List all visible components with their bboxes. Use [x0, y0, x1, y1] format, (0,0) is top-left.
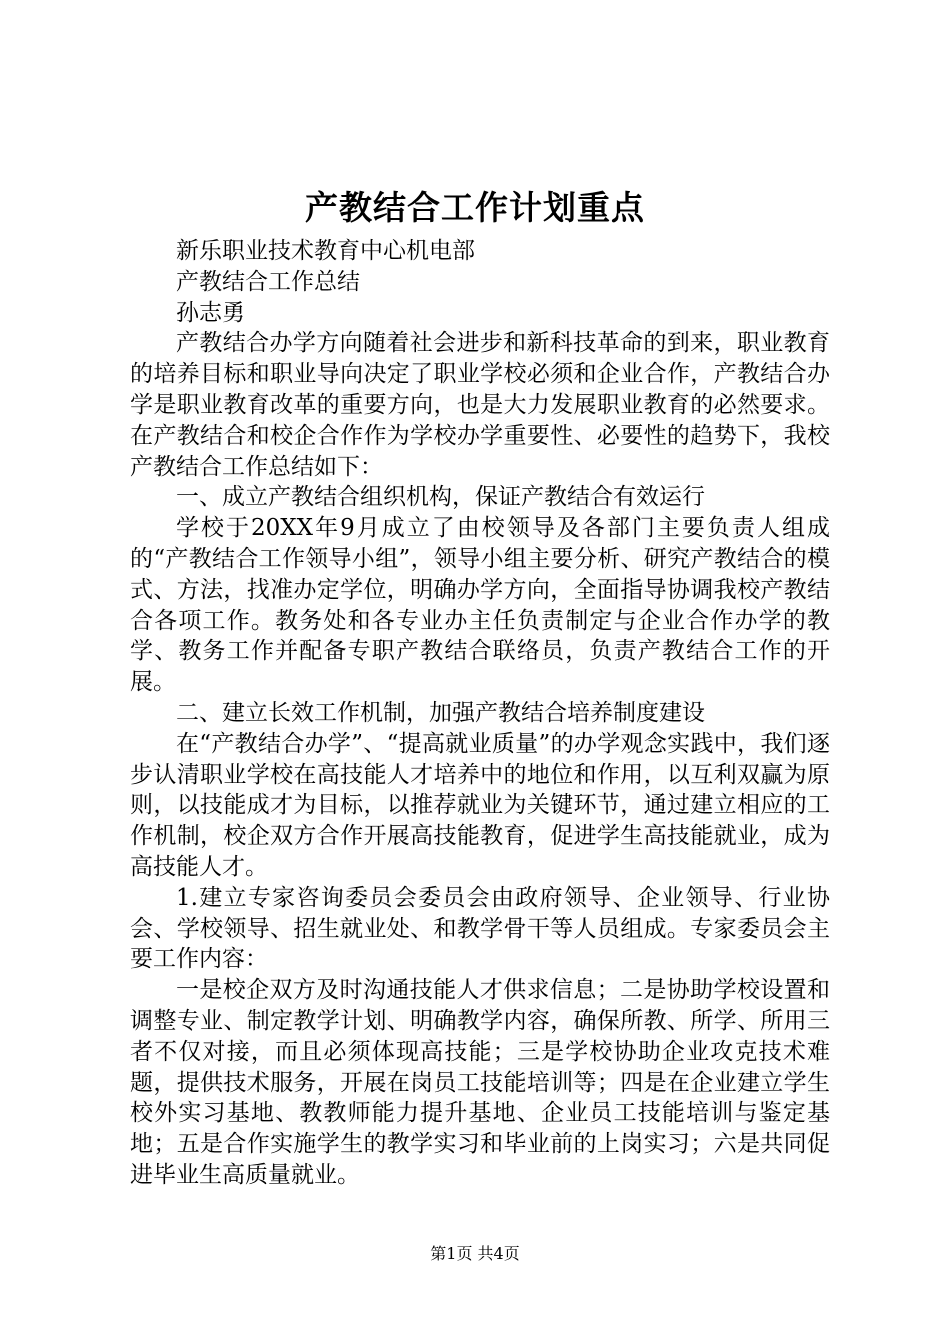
paragraph-intro: 产教结合办学方向随着社会进步和新科技革命的到来，职业教育的培养目标和职业导向决定了职业学校必须和企业合作，产教结合办学是职业教育改革的重要方向，也是大力发展职业教育的必然要求。在产教结合和校企合作作为学校办学重要性、必要性的趋势下，我校产教结合工作总结如下：: [130, 330, 830, 480]
paragraph-author: 孙志勇: [176, 299, 245, 326]
document-title: 产教结合工作计划重点: [305, 188, 645, 227]
paragraph-section-2: 在“产教结合办学”、“提高就业质量”的办学观念实践中，我们逐步认清职业学校在高技能人才培养中的地位和作用，以互利双赢为原则，以技能成才为目标，以推荐就业为关键环节，通过建立相应的工作机制，校企双方合作开展高技能教育，促进学生高技能就业，成为高技能人才。: [130, 730, 830, 880]
paragraph-section-1: 学校于20XX年9月成立了由校领导及各部门主要负责人组成的“产教结合工作领导小组”，领导小组主要分析、研究产教结合的模式、方法，找准办定学位，明确办学方向，全面指导协调我校产教结合各项工作。教务处和各专业办主任负责制定与企业合作办学的教学、教务工作并配备专职产教结合联络员，负责产教结合工作的开展。: [130, 515, 830, 696]
paragraph-organization: 新乐职业技术教育中心机电部: [176, 238, 475, 264]
section-heading-1: 一、成立产教结合组织机构，保证产教结合有效运行: [176, 484, 705, 511]
document-body: [130, 236, 830, 1191]
paragraph-item-1-details: 一是校企双方及时沟通技能人才供求信息；二是协助学校设置和调整专业、制定教学计划、明确教学内容，确保所教、所学、所用三者不仅对接，而且必须体现高技能；三是学校协助企业攻克技术难题，提供技术服务，开展在岗员工技能培训等；四是在企业建立学生校外实习基地、教教师能力提升基地、企业员工技能培训与鉴定基地；五是合作实施学生的教学实习和毕业前的上岗实习；六是共同促进毕业生高质量就业。: [130, 977, 830, 1188]
paragraph-subtitle: 产教结合工作总结: [176, 268, 360, 295]
section-heading-2: 二、建立长效工作机制，加强产教结合培养制度建设: [176, 699, 705, 726]
paragraph-item-1: 1.建立专家咨询委员会委员会由政府领导、企业领导、行业协会、学校领导、招生就业处、和教学骨干等人员组成。专家委员会主要工作内容：: [130, 884, 830, 973]
page-footer: 第1页 共4页: [430, 1244, 520, 1263]
